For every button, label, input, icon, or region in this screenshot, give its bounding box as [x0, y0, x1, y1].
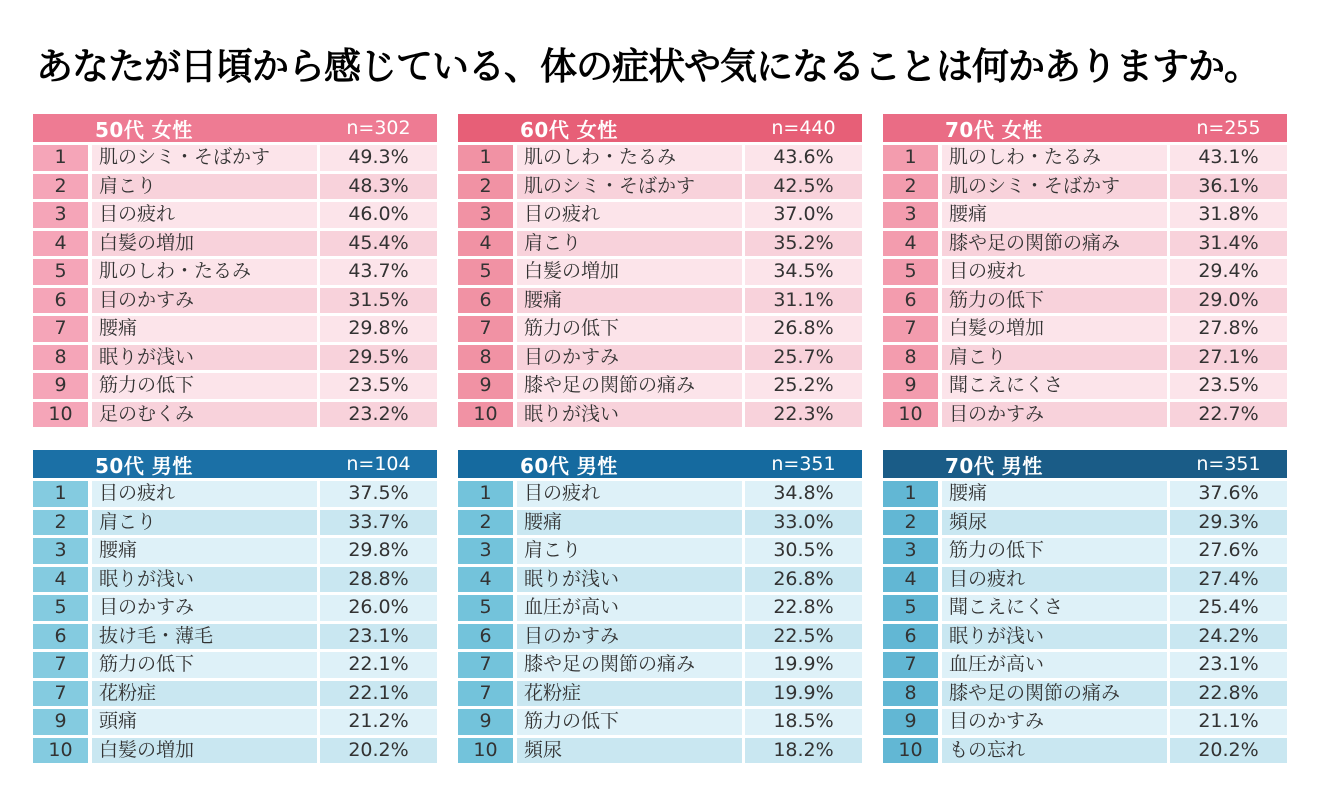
percentage-cell: 20.2%	[320, 738, 437, 764]
symptom-cell: 肌のしわ・たるみ	[517, 145, 742, 171]
rank-cell: 10	[33, 402, 88, 428]
table-row	[883, 345, 1287, 371]
percentage-cell: 27.8%	[1170, 316, 1287, 342]
rank-cell: 4	[458, 231, 513, 257]
sample-size-label: n=104	[346, 453, 411, 475]
percentage-cell: 22.7%	[1170, 402, 1287, 428]
symptom-cell: 肩こり	[517, 231, 742, 257]
rank-cell: 5	[458, 259, 513, 285]
sample-size-label: n=440	[771, 117, 836, 139]
rank-cell: 1	[458, 145, 513, 171]
table-row	[33, 510, 437, 536]
rank-cell: 7	[458, 681, 513, 707]
percentage-cell: 33.7%	[320, 510, 437, 536]
rank-cell: 4	[458, 567, 513, 593]
symptom-cell: 腰痛	[517, 510, 742, 536]
symptom-cell: 血圧が高い	[942, 652, 1167, 678]
table-row	[458, 373, 862, 399]
table-rows	[33, 145, 437, 427]
symptom-cell: 抜け毛・薄毛	[92, 624, 317, 650]
table-row	[883, 231, 1287, 257]
rank-cell: 3	[33, 538, 88, 564]
percentage-cell: 27.1%	[1170, 345, 1287, 371]
percentage-cell: 29.8%	[320, 316, 437, 342]
percentage-cell: 31.4%	[1170, 231, 1287, 257]
table-row	[33, 538, 437, 564]
symptom-cell: 肩こり	[92, 510, 317, 536]
rank-cell: 7	[458, 652, 513, 678]
percentage-cell: 18.2%	[745, 738, 862, 764]
sample-size-label: n=302	[346, 117, 411, 139]
ranking-table	[883, 450, 1287, 763]
table-row	[883, 510, 1287, 536]
symptom-cell: 足のむくみ	[92, 402, 317, 428]
table-row	[33, 709, 437, 735]
symptom-cell: 白髪の増加	[92, 231, 317, 257]
symptom-cell: 眠りが浅い	[92, 567, 317, 593]
percentage-cell: 29.8%	[320, 538, 437, 564]
symptom-cell: 頭痛	[92, 709, 317, 735]
rank-cell: 6	[458, 288, 513, 314]
sample-size-label: n=351	[1196, 453, 1261, 475]
percentage-cell: 29.3%	[1170, 510, 1287, 536]
table-row	[458, 709, 862, 735]
table-row	[458, 510, 862, 536]
percentage-cell: 48.3%	[320, 174, 437, 200]
symptom-cell: 腰痛	[942, 202, 1167, 228]
symptom-cell: 筋力の低下	[517, 316, 742, 342]
percentage-cell: 26.0%	[320, 595, 437, 621]
symptom-cell: 目の疲れ	[92, 481, 317, 507]
table-row	[33, 202, 437, 228]
percentage-cell: 19.9%	[745, 681, 862, 707]
rank-cell: 4	[33, 231, 88, 257]
table-row	[33, 652, 437, 678]
symptom-cell: 白髪の増加	[92, 738, 317, 764]
percentage-cell: 31.1%	[745, 288, 862, 314]
rank-cell: 7	[33, 316, 88, 342]
rank-cell: 5	[458, 595, 513, 621]
percentage-cell: 22.1%	[320, 681, 437, 707]
rank-cell: 8	[883, 681, 938, 707]
percentage-cell: 28.8%	[320, 567, 437, 593]
percentage-cell: 22.3%	[745, 402, 862, 428]
sample-size-label: n=351	[771, 453, 836, 475]
symptom-cell: 膝や足の関節の痛み	[942, 681, 1167, 707]
percentage-cell: 43.7%	[320, 259, 437, 285]
table-header	[33, 450, 437, 478]
rank-cell: 2	[458, 510, 513, 536]
table-row	[883, 738, 1287, 764]
table-rows	[458, 145, 862, 427]
table-row	[33, 345, 437, 371]
percentage-cell: 23.1%	[320, 624, 437, 650]
symptom-cell: 目の疲れ	[942, 567, 1167, 593]
table-row	[458, 738, 862, 764]
group-label: 60代 男性	[520, 453, 618, 478]
symptom-cell: 血圧が高い	[517, 595, 742, 621]
percentage-cell: 46.0%	[320, 202, 437, 228]
table-row	[458, 402, 862, 428]
rank-cell: 3	[458, 538, 513, 564]
symptom-cell: 頻尿	[517, 738, 742, 764]
ranking-table	[33, 450, 437, 763]
ranking-table	[883, 114, 1287, 427]
group-label: 50代 男性	[95, 453, 193, 478]
percentage-cell: 25.2%	[745, 373, 862, 399]
percentage-cell: 29.4%	[1170, 259, 1287, 285]
rank-cell: 6	[883, 624, 938, 650]
table-row	[458, 538, 862, 564]
symptom-cell: 目の疲れ	[517, 202, 742, 228]
percentage-cell: 33.0%	[745, 510, 862, 536]
symptom-cell: 腰痛	[92, 538, 317, 564]
group-label: 50代 女性	[95, 117, 193, 142]
rank-cell: 9	[458, 709, 513, 735]
table-row	[883, 402, 1287, 428]
table-row	[883, 316, 1287, 342]
symptom-cell: 目のかすみ	[92, 288, 317, 314]
symptom-cell: もの忘れ	[942, 738, 1167, 764]
percentage-cell: 34.8%	[745, 481, 862, 507]
ranking-table	[458, 450, 862, 763]
symptom-cell: 肩こり	[92, 174, 317, 200]
table-row	[458, 681, 862, 707]
rank-cell: 3	[33, 202, 88, 228]
table-row	[33, 681, 437, 707]
symptom-cell: 頻尿	[942, 510, 1167, 536]
symptom-cell: 白髪の増加	[942, 316, 1167, 342]
table-row	[33, 738, 437, 764]
percentage-cell: 23.2%	[320, 402, 437, 428]
percentage-cell: 30.5%	[745, 538, 862, 564]
percentage-cell: 34.5%	[745, 259, 862, 285]
group-label: 60代 女性	[520, 117, 618, 142]
table-row	[883, 288, 1287, 314]
percentage-cell: 36.1%	[1170, 174, 1287, 200]
symptom-cell: 筋力の低下	[92, 373, 317, 399]
rank-cell: 3	[883, 538, 938, 564]
percentage-cell: 29.5%	[320, 345, 437, 371]
rank-cell: 7	[458, 316, 513, 342]
symptom-cell: 眠りが浅い	[517, 567, 742, 593]
symptom-cell: 筋力の低下	[92, 652, 317, 678]
percentage-cell: 21.2%	[320, 709, 437, 735]
table-row	[458, 345, 862, 371]
table-rows	[33, 481, 437, 763]
percentage-cell: 23.5%	[1170, 373, 1287, 399]
percentage-cell: 23.1%	[1170, 652, 1287, 678]
rank-cell: 2	[33, 510, 88, 536]
percentage-cell: 22.1%	[320, 652, 437, 678]
symptom-cell: 目のかすみ	[517, 624, 742, 650]
survey-question-title: あなたが日頃から感じている、体の症状や気になることは何かありますか。	[36, 45, 1260, 88]
symptom-cell: 腰痛	[92, 316, 317, 342]
table-row	[458, 316, 862, 342]
rank-cell: 7	[883, 316, 938, 342]
rank-cell: 1	[33, 145, 88, 171]
percentage-cell: 43.1%	[1170, 145, 1287, 171]
percentage-cell: 49.3%	[320, 145, 437, 171]
table-row	[33, 373, 437, 399]
table-row	[883, 538, 1287, 564]
symptom-cell: 目のかすみ	[517, 345, 742, 371]
table-row	[883, 373, 1287, 399]
table-rows	[883, 481, 1287, 763]
rank-cell: 8	[883, 345, 938, 371]
percentage-cell: 37.5%	[320, 481, 437, 507]
rank-cell: 5	[883, 595, 938, 621]
table-row	[883, 259, 1287, 285]
symptom-cell: 膝や足の関節の痛み	[517, 373, 742, 399]
rank-cell: 3	[883, 202, 938, 228]
percentage-cell: 23.5%	[320, 373, 437, 399]
ranking-table	[458, 114, 862, 427]
percentage-cell: 21.1%	[1170, 709, 1287, 735]
group-label: 70代 女性	[945, 117, 1043, 142]
table-row	[883, 709, 1287, 735]
symptom-cell: 聞こえにくさ	[942, 373, 1167, 399]
percentage-cell: 27.4%	[1170, 567, 1287, 593]
percentage-cell: 37.0%	[745, 202, 862, 228]
table-row	[883, 652, 1287, 678]
percentage-cell: 22.8%	[745, 595, 862, 621]
table-row	[458, 174, 862, 200]
rank-cell: 2	[33, 174, 88, 200]
table-row	[883, 202, 1287, 228]
percentage-cell: 19.9%	[745, 652, 862, 678]
symptom-cell: 肩こり	[942, 345, 1167, 371]
table-row	[33, 145, 437, 171]
rank-cell: 5	[33, 595, 88, 621]
table-header	[33, 114, 437, 142]
group-label: 70代 男性	[945, 453, 1043, 478]
symptom-cell: 花粉症	[92, 681, 317, 707]
symptom-cell: 肌のシミ・そばかす	[517, 174, 742, 200]
percentage-cell: 31.8%	[1170, 202, 1287, 228]
rank-cell: 10	[458, 402, 513, 428]
percentage-cell: 25.7%	[745, 345, 862, 371]
table-row	[458, 624, 862, 650]
rank-cell: 9	[33, 709, 88, 735]
rank-cell: 9	[33, 373, 88, 399]
rank-cell: 6	[883, 288, 938, 314]
ranking-tables-grid	[33, 114, 1320, 763]
rank-cell: 8	[33, 345, 88, 371]
table-row	[458, 652, 862, 678]
symptom-cell: 筋力の低下	[517, 709, 742, 735]
symptom-cell: 眠りが浅い	[92, 345, 317, 371]
table-row	[883, 145, 1287, 171]
table-header	[458, 450, 862, 478]
rank-cell: 5	[883, 259, 938, 285]
rank-cell: 7	[883, 652, 938, 678]
table-row	[33, 288, 437, 314]
symptom-cell: 目のかすみ	[942, 402, 1167, 428]
rank-cell: 1	[458, 481, 513, 507]
rank-cell: 2	[883, 510, 938, 536]
rank-cell: 3	[458, 202, 513, 228]
percentage-cell: 22.8%	[1170, 681, 1287, 707]
symptom-cell: 目のかすみ	[92, 595, 317, 621]
percentage-cell: 43.6%	[745, 145, 862, 171]
percentage-cell: 31.5%	[320, 288, 437, 314]
percentage-cell: 42.5%	[745, 174, 862, 200]
table-row	[33, 402, 437, 428]
rank-cell: 1	[33, 481, 88, 507]
rank-cell: 7	[33, 652, 88, 678]
symptom-cell: 肌のシミ・そばかす	[942, 174, 1167, 200]
table-rows	[458, 481, 862, 763]
table-row	[33, 231, 437, 257]
table-row	[33, 481, 437, 507]
table-row	[883, 567, 1287, 593]
symptom-cell: 目の疲れ	[92, 202, 317, 228]
symptom-cell: 肌のシミ・そばかす	[92, 145, 317, 171]
table-row	[33, 259, 437, 285]
table-row	[883, 174, 1287, 200]
symptom-cell: 目の疲れ	[517, 481, 742, 507]
percentage-cell: 26.8%	[745, 316, 862, 342]
rank-cell: 4	[883, 567, 938, 593]
percentage-cell: 26.8%	[745, 567, 862, 593]
table-row	[883, 681, 1287, 707]
table-header	[883, 450, 1287, 478]
percentage-cell: 20.2%	[1170, 738, 1287, 764]
rank-cell: 2	[883, 174, 938, 200]
table-row	[458, 567, 862, 593]
symptom-cell: 腰痛	[942, 481, 1167, 507]
symptom-cell: 花粉症	[517, 681, 742, 707]
rank-cell: 9	[458, 373, 513, 399]
symptom-cell: 筋力の低下	[942, 288, 1167, 314]
table-row	[458, 145, 862, 171]
rank-cell: 7	[33, 681, 88, 707]
percentage-cell: 37.6%	[1170, 481, 1287, 507]
percentage-cell: 25.4%	[1170, 595, 1287, 621]
symptom-cell: 肩こり	[517, 538, 742, 564]
table-row	[33, 624, 437, 650]
rank-cell: 9	[883, 709, 938, 735]
table-row	[458, 259, 862, 285]
table-row	[458, 231, 862, 257]
rank-cell: 6	[458, 624, 513, 650]
symptom-cell: 目のかすみ	[942, 709, 1167, 735]
table-row	[458, 595, 862, 621]
table-header	[883, 114, 1287, 142]
symptom-cell: 聞こえにくさ	[942, 595, 1167, 621]
rank-cell: 10	[33, 738, 88, 764]
percentage-cell: 45.4%	[320, 231, 437, 257]
table-rows	[883, 145, 1287, 427]
rank-cell: 5	[33, 259, 88, 285]
rank-cell: 10	[883, 402, 938, 428]
table-row	[883, 624, 1287, 650]
table-row	[883, 481, 1287, 507]
rank-cell: 2	[458, 174, 513, 200]
table-row	[458, 202, 862, 228]
rank-cell: 4	[883, 231, 938, 257]
table-row	[33, 595, 437, 621]
rank-cell: 8	[458, 345, 513, 371]
ranking-table	[33, 114, 437, 427]
table-row	[33, 174, 437, 200]
rank-cell: 1	[883, 481, 938, 507]
rank-cell: 10	[458, 738, 513, 764]
symptom-cell: 肌のしわ・たるみ	[92, 259, 317, 285]
table-row	[458, 481, 862, 507]
rank-cell: 4	[33, 567, 88, 593]
symptom-cell: 肌のしわ・たるみ	[942, 145, 1167, 171]
rank-cell: 6	[33, 624, 88, 650]
table-header	[458, 114, 862, 142]
rank-cell: 10	[883, 738, 938, 764]
sample-size-label: n=255	[1196, 117, 1261, 139]
percentage-cell: 18.5%	[745, 709, 862, 735]
symptom-cell: 膝や足の関節の痛み	[942, 231, 1167, 257]
percentage-cell: 29.0%	[1170, 288, 1287, 314]
table-row	[883, 595, 1287, 621]
rank-cell: 1	[883, 145, 938, 171]
symptom-cell: 白髪の増加	[517, 259, 742, 285]
percentage-cell: 22.5%	[745, 624, 862, 650]
table-row	[33, 316, 437, 342]
percentage-cell: 35.2%	[745, 231, 862, 257]
symptom-cell: 眠りが浅い	[942, 624, 1167, 650]
symptom-cell: 膝や足の関節の痛み	[517, 652, 742, 678]
symptom-cell: 筋力の低下	[942, 538, 1167, 564]
rank-cell: 9	[883, 373, 938, 399]
table-row	[458, 288, 862, 314]
symptom-cell: 腰痛	[517, 288, 742, 314]
percentage-cell: 24.2%	[1170, 624, 1287, 650]
percentage-cell: 27.6%	[1170, 538, 1287, 564]
symptom-cell: 眠りが浅い	[517, 402, 742, 428]
symptom-cell: 目の疲れ	[942, 259, 1167, 285]
table-row	[33, 567, 437, 593]
rank-cell: 6	[33, 288, 88, 314]
